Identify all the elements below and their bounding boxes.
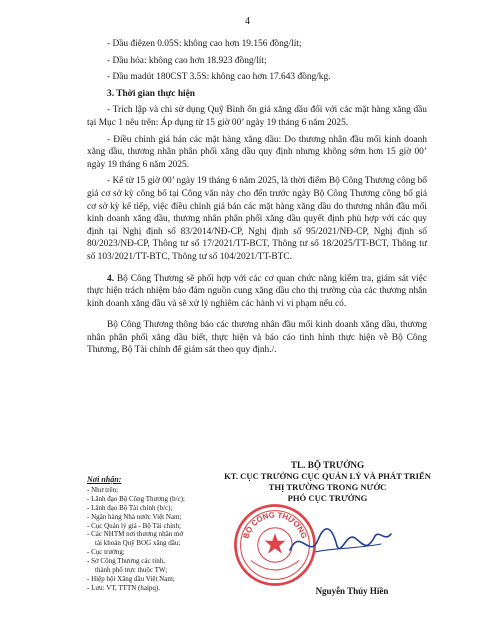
recipient-item: - Ngân hàng Nhà nước Việt Nam; (87, 512, 182, 521)
section-3-paragraph-3: - Kể từ 15 giờ 00’ ngày 19 tháng 6 năm 2025, là thời điểm Bộ Công Thương công bố giá cơ sở kỳ công bố tại Công văn này cho đến trước ngày Bộ Công Thương công bố giá cơ sở kỳ kế tiếp, việc điều chỉnh giá bán các mặt hàng xăng dầu do thương nhân đầu mối kinh doanh xăng dầu, thương nhân phân phối xăng dầu quyết định phù hợp với các quy định tại Nghị định số 83/2014/NĐ-CP, Nghị định số 95/2021/NĐ-CP, Nghị định số 80/2023/NĐ-CP, Thông tư số 17/2021/TT-BCT, Thông tư số 18/2025/TT-BCT, Thông tư số 103/2021/TT-BTC, Thông tư số 104/2021/TT-BTC. (87, 176, 427, 262)
recipient-item: - Sở Công Thương các tỉnh, (87, 557, 165, 566)
signature-line-1: TL. BỘ TRƯỞNG (290, 460, 365, 470)
signature-line-3: THỊ TRƯỜNG TRONG NƯỚC (268, 482, 387, 492)
section-4-paragraph (87, 273, 427, 311)
recipient-item: - Lãnh đạo Bộ Tài chính (b/c); (87, 503, 173, 512)
recipient-item: - Cục trưởng; (87, 548, 125, 557)
recipient-item: - Cục Quản lý giá - Bộ Tài chính; (87, 521, 181, 530)
recipient-item: - Lưu: VT, TTTN (haipq). (87, 583, 161, 592)
price-line-mazut: - Dầu madút 180CST 3.5S: không cao hơn 17.643 đồng/kg. (107, 72, 331, 83)
recipients-title: Nơi nhận: (87, 475, 122, 484)
signature-block (200, 460, 455, 504)
recipient-item: - Như trên; (87, 485, 119, 494)
recipient-item: thành phố trực thuộc TW; (95, 566, 168, 575)
section-4-text: Bộ Công Thương sẽ phối hợp với các cơ quan chức năng kiểm tra, giám sát việc thực hiện trách nhiệm bảo đảm nguồn cung xăng dầu cho thị trường của các thương nhân kinh doanh xăng dầu và sẽ xử lý nghiêm các hành vi vi phạm nếu có. (87, 273, 427, 309)
recipients-list (87, 476, 199, 593)
section-4-number: 4. (107, 273, 115, 284)
page-number: 4 (245, 16, 250, 27)
signer-name: Nguyễn Thúy Hiền (315, 586, 389, 596)
recipient-item: - Các NHTM nơi thương nhân mở (87, 530, 184, 539)
closing-paragraph: Bộ Công Thương thông báo các thương nhân đầu mối kinh doanh xăng dầu, thương nhân phân phối xăng dầu biết, thực hiện và báo cáo tình hình thực hiện về Bộ Công Thương, Bộ Tài chính để giám sát theo quy định./. (87, 320, 427, 356)
section-3-heading: 3. Thời gian thực hiện (107, 88, 196, 99)
section-3-paragraph-2: - Điều chỉnh giá bán các mặt hàng xăng dầu: Do thương nhân đầu mối kinh doanh xăng dầu, thương nhân phân phối xăng dầu quy định nhưng không sớm hơn 15 giờ 00’ ngày 19 tháng 6 năm 2025. (87, 134, 427, 170)
handwritten-signature (285, 522, 395, 562)
signature-line-4: PHÓ CỤC TRƯỞNG (287, 493, 368, 503)
price-line-diesel: - Dầu điêzen 0.05S: không cao hơn 19.156 đồng/lít; (107, 39, 302, 49)
signature-line-2: KT. CỤC TRƯỞNG CỤC QUẢN LÝ VÀ PHÁT TRIỂN (224, 471, 431, 481)
recipient-item: tài khoản Quỹ BOG xăng dầu; (95, 539, 181, 548)
recipient-item: - Hiệp hội Xăng dầu Việt Nam; (87, 574, 175, 583)
recipient-item: - Lãnh đạo Bộ Công Thương (b/c); (87, 494, 185, 503)
price-line-kerosene: - Dầu hỏa: không cao hơn 18.923 đồng/lít; (107, 55, 267, 66)
section-3-paragraph-1: - Trích lập và chi sử dụng Quỹ Bình ổn giá xăng dầu đối với các mặt hàng xăng dầu tại Mục 1 nêu trên: Áp dụng từ 15 giờ 00’ ngày 19 tháng 6 năm 2025. (87, 105, 427, 128)
document-body (87, 38, 427, 357)
seal-text: BỘ CÔNG THƯƠNG (241, 510, 309, 540)
